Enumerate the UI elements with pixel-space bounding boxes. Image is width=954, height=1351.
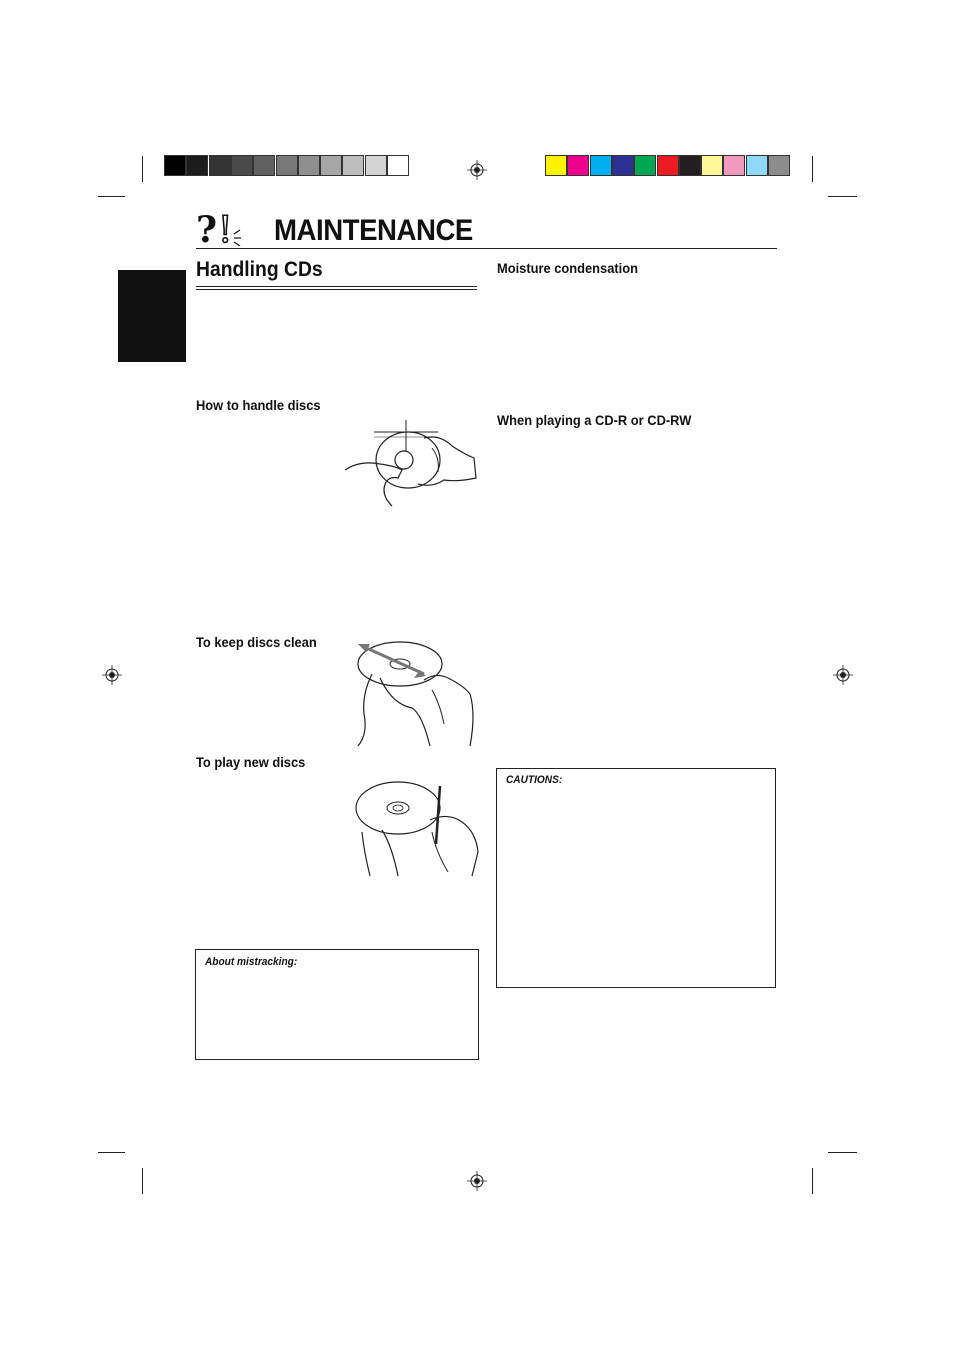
gray-swatch [320, 155, 342, 176]
color-swatch [679, 155, 701, 176]
title-rule [196, 248, 777, 249]
section-rule [196, 286, 477, 287]
registration-mark-icon [467, 160, 487, 180]
gray-swatch [365, 155, 387, 176]
crop-mark [98, 196, 125, 197]
cautions-box [496, 768, 776, 988]
how-to-handle-heading: How to handle discs [196, 397, 321, 413]
new-disc-illustration [352, 772, 480, 878]
gray-swatch [186, 155, 208, 176]
disc-cleaning-illustration [352, 634, 480, 748]
gray-swatch [387, 155, 409, 176]
mistracking-box-title: About mistracking: [205, 956, 298, 968]
color-swatch [634, 155, 656, 176]
crop-mark [98, 1152, 125, 1153]
crop-mark [828, 1152, 857, 1153]
color-swatch [723, 155, 745, 176]
disc-handling-illustration [340, 418, 480, 510]
color-swatch [768, 155, 790, 176]
section-heading: Handling CDs [196, 258, 323, 281]
moisture-heading: Moisture condensation [497, 260, 638, 276]
cautions-box-title: CAUTIONS: [506, 774, 563, 786]
crop-mark [812, 156, 813, 182]
gray-swatch [342, 155, 364, 176]
gray-swatch [276, 155, 298, 176]
language-side-tab [118, 270, 186, 362]
crop-mark [142, 156, 143, 182]
color-swatch [746, 155, 768, 176]
crop-mark [828, 196, 857, 197]
play-new-heading: To play new discs [196, 754, 306, 770]
registration-mark-icon [102, 665, 122, 685]
svg-text:?: ? [196, 209, 218, 246]
section-rule [196, 289, 477, 290]
registration-mark-icon [467, 1171, 487, 1191]
registration-mark-icon [833, 665, 853, 685]
question-exclamation-icon [196, 208, 244, 246]
gray-swatch [253, 155, 275, 176]
gray-swatch [231, 155, 253, 176]
color-swatch [701, 155, 723, 176]
crop-mark [812, 1168, 813, 1194]
gray-swatch [209, 155, 231, 176]
svg-text:!: ! [218, 210, 233, 246]
crop-mark [142, 1168, 143, 1194]
color-swatch [657, 155, 679, 176]
color-swatch [545, 155, 567, 176]
cdr-cdrw-heading: When playing a CD-R or CD-RW [497, 412, 692, 428]
color-swatch [612, 155, 634, 176]
gray-swatch [164, 155, 186, 176]
page-title: MAINTENANCE [274, 214, 473, 247]
color-swatch [567, 155, 589, 176]
color-swatch [590, 155, 612, 176]
gray-swatch [298, 155, 320, 176]
keep-clean-heading: To keep discs clean [196, 634, 317, 650]
